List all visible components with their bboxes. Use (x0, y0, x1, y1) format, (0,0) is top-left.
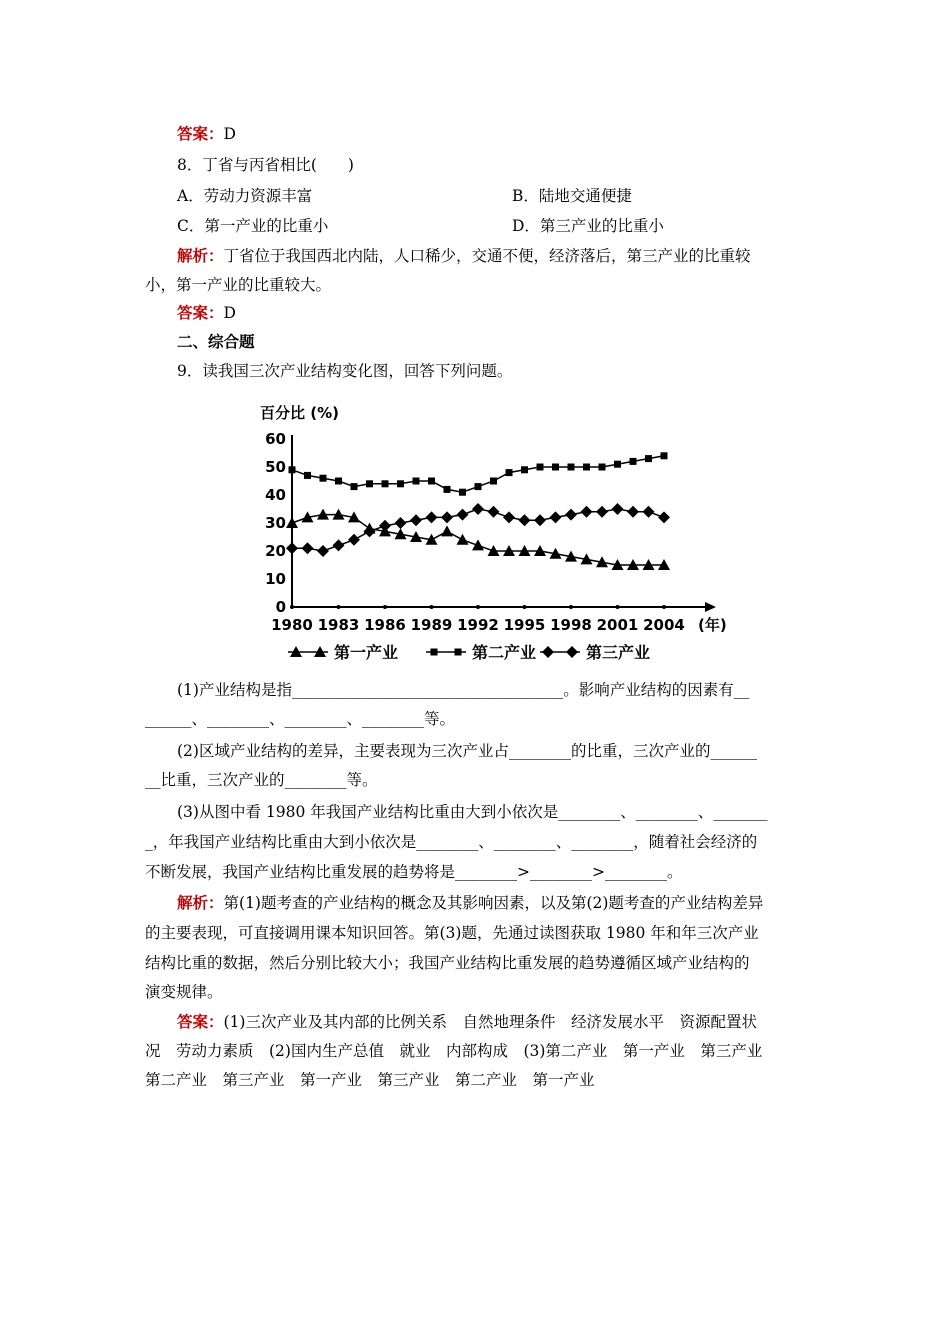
analysis-text: 第(1)题考查的产业结构的概念及其影响因素，以及第(2)题考查的产业结构差异 (223, 894, 764, 912)
q9-part3-cont1: _，年我国产业结构比重由大到小依次是________、________、________，随着社会经济的 (145, 833, 758, 851)
data-point-secondary (397, 480, 404, 487)
answer-value: D (223, 304, 236, 322)
data-point-tertiary (302, 542, 314, 554)
q9-answer-cont2: 第二产业 第三产业 第一产业 第三产业 第二产业 第一产业 (145, 1071, 595, 1089)
data-point-tertiary (317, 545, 329, 557)
legend-tertiary-label: 第三产业 (586, 643, 651, 662)
x-tick-label: 2004 (643, 616, 685, 634)
x-tick-label: 1980 (271, 616, 313, 634)
data-point-secondary (490, 478, 497, 485)
data-point-secondary (351, 483, 358, 490)
industry-structure-chart (250, 396, 750, 668)
data-point-secondary (583, 464, 590, 471)
x-tick (430, 605, 434, 609)
q8-answer (177, 303, 236, 323)
q8-analysis-cont: 小，第一产业的比重较大。 (145, 276, 332, 294)
x-axis-arrow (705, 602, 716, 612)
x-tick-label: 1995 (503, 616, 546, 634)
x-tick-label: 1992 (457, 616, 499, 634)
q9-analysis-cont1: 的主要表现，可直接调用课本知识回答。第(3)题，先通过读图获取 1980 年和年三次产业 (145, 924, 759, 942)
analysis-label: 解析： (177, 247, 224, 265)
data-point-primary (472, 539, 484, 550)
data-point-secondary (537, 464, 544, 471)
data-point-tertiary (534, 514, 546, 526)
data-point-tertiary (348, 534, 360, 546)
q8-stem: 8．丁省与丙省相比( ) (177, 156, 354, 174)
q8-option-a: A．劳动力资源丰富 (177, 187, 313, 205)
x-tick (569, 605, 573, 609)
q8-option-c: C．第一产业的比重小 (177, 217, 329, 235)
data-point-secondary (455, 649, 462, 656)
answer-value: D (223, 125, 236, 143)
data-point-tertiary (550, 511, 562, 523)
q8-analysis (177, 246, 751, 266)
data-point-secondary (382, 480, 389, 487)
data-point-tertiary (457, 509, 469, 521)
data-point-tertiary (472, 503, 484, 515)
data-point-tertiary (503, 511, 515, 523)
data-point-secondary (645, 455, 652, 462)
y-axis-label: 百分比 (%) (260, 404, 339, 422)
data-point-secondary (661, 452, 668, 459)
data-point-secondary (475, 483, 482, 490)
data-point-secondary (521, 466, 528, 473)
q9-stem: 9．读我国三次产业结构变化图，回答下列问题。 (177, 362, 513, 380)
x-tick (523, 605, 527, 609)
x-tick (476, 605, 480, 609)
q9-analysis-cont2: 结构比重的数据，然后分别比较大小；我国产业结构比重发展的趋势遵循区域产业结构的 (145, 954, 750, 972)
data-point-primary (457, 534, 469, 545)
data-point-tertiary (395, 517, 407, 529)
x-tick-label: 1998 (550, 616, 592, 634)
data-point-secondary (568, 464, 575, 471)
x-axis-unit: (年) (698, 616, 727, 634)
q9-part1: (1)产业结构是指___________________________________。影响产业结构的因素有__ (177, 681, 750, 699)
data-point-tertiary (643, 506, 655, 518)
data-point-tertiary (542, 646, 554, 658)
data-point-secondary (335, 478, 342, 485)
q9-part1-cont: ______、________、________、________等。 (145, 710, 456, 728)
analysis-text: 丁省位于我国西北内陆，人口稀少，交通不便，经济落后，第三产业的比重较 (223, 247, 751, 265)
data-point-secondary (459, 489, 466, 496)
q7-answer (177, 124, 236, 144)
data-point-secondary (552, 464, 559, 471)
data-point-tertiary (519, 514, 531, 526)
y-tick-label: 10 (265, 570, 286, 588)
answer-label: 答案： (177, 304, 224, 322)
x-tick (383, 605, 387, 609)
data-point-secondary (413, 478, 420, 485)
q8-option-d: D．第三产业的比重小 (512, 217, 664, 235)
y-tick-label: 40 (265, 486, 286, 504)
y-tick-label: 30 (265, 514, 286, 532)
answer-text: (1)三次产业及其内部的比例关系 自然地理条件 经济发展水平 资源配置状 (223, 1013, 757, 1031)
legend-secondary-label: 第二产业 (472, 643, 537, 662)
x-tick-label: 1983 (317, 616, 360, 634)
q9-analysis-cont3: 演变规律。 (145, 983, 223, 1001)
data-point-tertiary (581, 506, 593, 518)
data-point-secondary (428, 478, 435, 485)
data-point-tertiary (627, 506, 639, 518)
data-point-tertiary (426, 511, 438, 523)
q9-part2: (2)区域产业结构的差异，主要表现为三次产业占________的比重，三次产业的______ (177, 742, 757, 760)
data-point-tertiary (565, 509, 577, 521)
data-point-secondary (506, 469, 513, 476)
data-point-secondary (599, 464, 606, 471)
data-point-tertiary (596, 506, 608, 518)
q8-option-b: B．陆地交通便捷 (512, 187, 632, 205)
x-tick (662, 605, 666, 609)
data-point-primary (441, 525, 453, 536)
data-point-tertiary (364, 525, 376, 537)
data-point-tertiary (658, 511, 670, 523)
y-tick-label: 0 (275, 598, 286, 616)
data-point-secondary (614, 461, 621, 468)
q9-part2-cont: __比重，三次产业的________等。 (145, 771, 378, 789)
answer-label: 答案： (177, 1013, 224, 1031)
data-point-secondary (444, 486, 451, 493)
data-point-tertiary (566, 646, 578, 658)
y-tick-label: 50 (265, 458, 286, 476)
data-point-tertiary (612, 503, 624, 515)
analysis-label: 解析： (177, 894, 224, 912)
q9-answer-cont1: 况 劳动力素质 (2)国内生产总值 就业 内部构成 (3)第二产业 第一产业 第三产业 (145, 1042, 763, 1060)
q9-analysis (177, 893, 763, 913)
x-tick (290, 605, 294, 609)
q9-answer (177, 1012, 757, 1032)
data-point-tertiary (333, 539, 345, 551)
x-tick (337, 605, 341, 609)
data-point-secondary (320, 475, 327, 482)
data-point-tertiary (410, 514, 422, 526)
x-tick-label: 2001 (596, 616, 639, 634)
data-point-secondary (304, 472, 311, 479)
x-tick (616, 605, 620, 609)
data-point-secondary (431, 649, 438, 656)
data-point-secondary (366, 480, 373, 487)
section-title: 二、综合题 (177, 333, 255, 351)
data-point-tertiary (488, 506, 500, 518)
data-point-secondary (289, 466, 296, 473)
answer-label: 答案： (177, 125, 224, 143)
data-point-tertiary (441, 511, 453, 523)
x-tick-label: 1989 (410, 616, 453, 634)
legend-primary-label: 第一产业 (334, 643, 399, 662)
q9-part3: (3)从图中看 1980 年我国产业结构比重由大到小依次是________、________、_______ (177, 803, 768, 821)
data-point-tertiary (286, 542, 298, 554)
y-tick-label: 60 (265, 430, 286, 448)
q9-part3-cont2: 不断发展，我国产业结构比重发展的趋势将是________>________>________。 (145, 863, 683, 881)
data-point-primary (286, 517, 298, 528)
data-point-secondary (630, 458, 637, 465)
y-tick-label: 20 (265, 542, 286, 560)
x-tick-label: 1986 (364, 616, 406, 634)
